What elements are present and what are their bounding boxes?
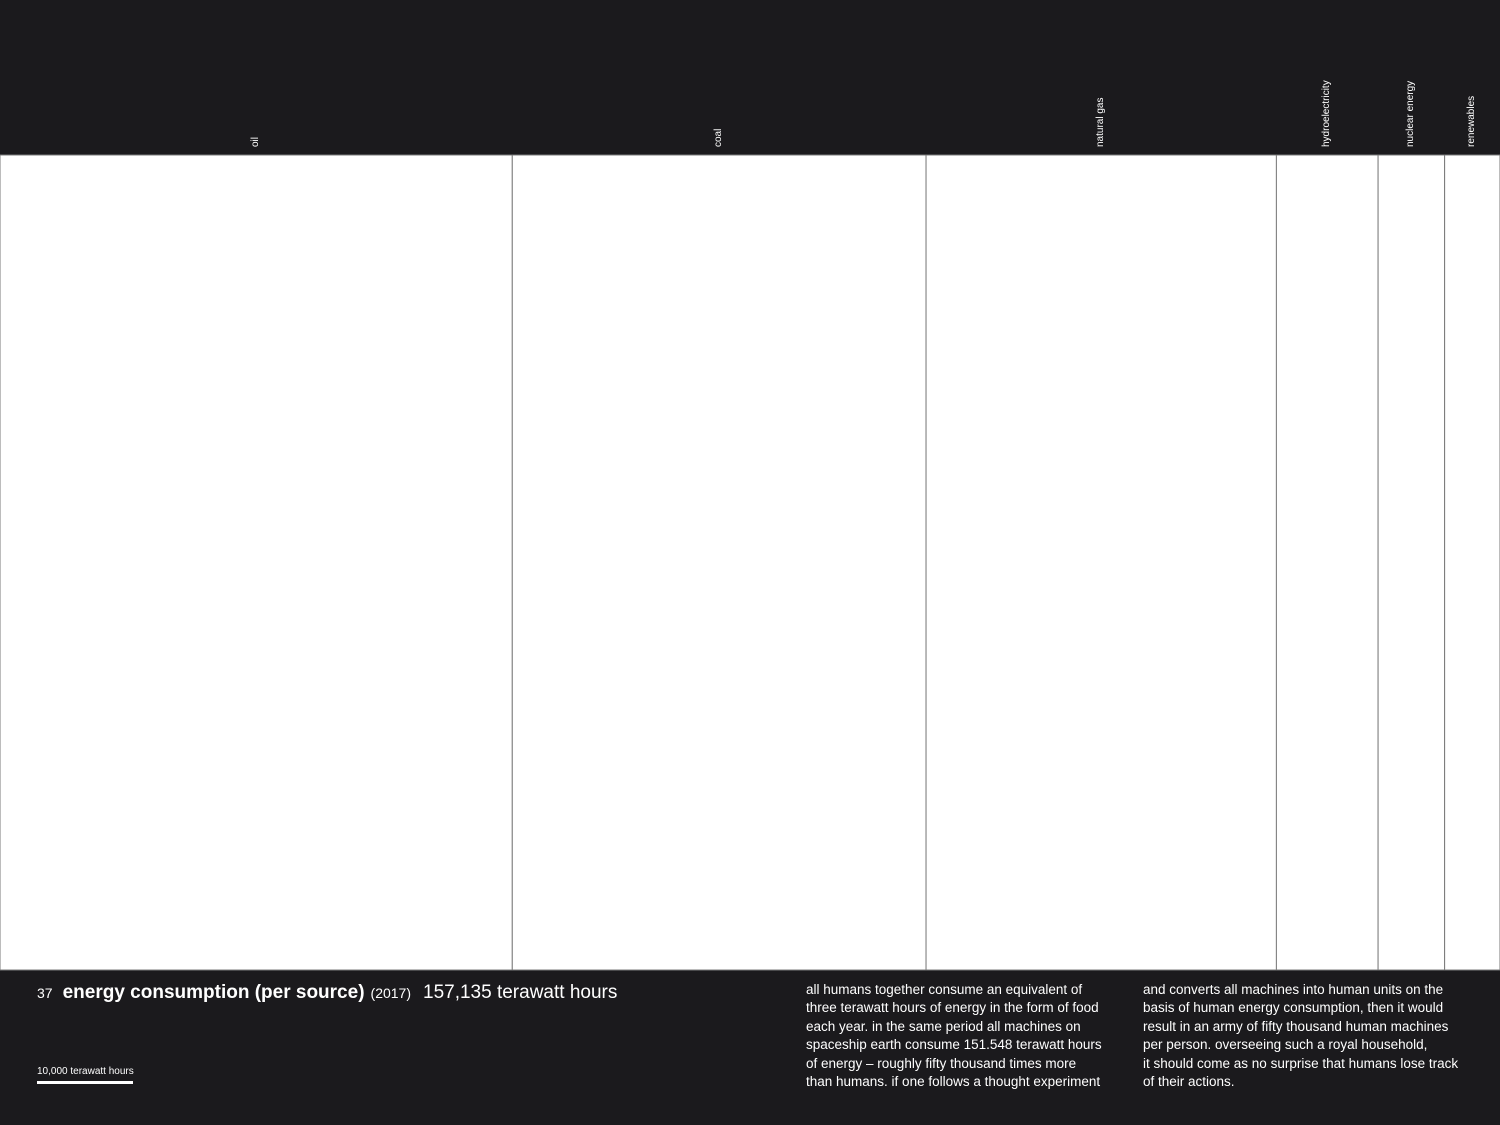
- bar-oil: [0, 155, 512, 970]
- body-text-line: all humans together consume an equivalent of: [806, 982, 1083, 997]
- chart-title: energy consumption (per source): [62, 982, 365, 1003]
- bar-coal: [512, 155, 926, 970]
- body-text-column-2: [1143, 981, 1473, 1091]
- chart-year: (2017): [370, 985, 411, 1001]
- category-label-hydroelectricity: hydroelectricity: [1321, 80, 1333, 147]
- body-text-line: result in an army of fifty thousand human machines: [1143, 1018, 1449, 1034]
- chart-total: 157,135 terawatt hours: [423, 982, 618, 1003]
- bar-nuclear-energy: [1378, 155, 1445, 970]
- bar-natural-gas: [926, 155, 1276, 970]
- body-text-line: each year. in the same period all machines on: [806, 1018, 1081, 1034]
- scale-legend-label: 10,000 terawatt hours: [37, 1066, 134, 1077]
- body-text-line: basis of human energy consumption, then it would: [1143, 1000, 1444, 1016]
- body-text-line: per person. overseeing such a royal household,: [1143, 1037, 1428, 1053]
- figure-caption: [37, 982, 777, 1004]
- bar-renewables: [1445, 155, 1500, 970]
- bar-hydroelectricity: [1276, 155, 1378, 970]
- category-label-coal: coal: [713, 128, 725, 147]
- body-text-line: spaceship earth consume 151.548 terawatt hours: [806, 1037, 1102, 1053]
- category-label-natural-gas: natural gas: [1095, 97, 1107, 147]
- body-text-line: and converts all machines into human units on the: [1143, 982, 1444, 997]
- body-text-line: than humans. if one follows a thought experiment: [806, 1074, 1101, 1090]
- figure-number: 37: [37, 985, 53, 1001]
- body-text-line: of energy – roughly fifty thousand times more: [806, 1055, 1077, 1071]
- scale-legend-bar: [37, 1081, 133, 1084]
- title-line: [37, 982, 777, 1004]
- category-label-renewables: renewables: [1466, 95, 1478, 147]
- category-label-nuclear-energy: nuclear energy: [1405, 80, 1417, 147]
- body-text-line: of their actions.: [1143, 1074, 1235, 1090]
- category-label-oil: oil: [250, 136, 262, 147]
- body-text-column-1: [806, 981, 1116, 1091]
- body-text-line: three terawatt hours of energy in the form of food: [806, 1000, 1099, 1016]
- scale-legend: [37, 1066, 134, 1084]
- body-text-line: it should come as no surprise that humans lose track: [1143, 1055, 1459, 1071]
